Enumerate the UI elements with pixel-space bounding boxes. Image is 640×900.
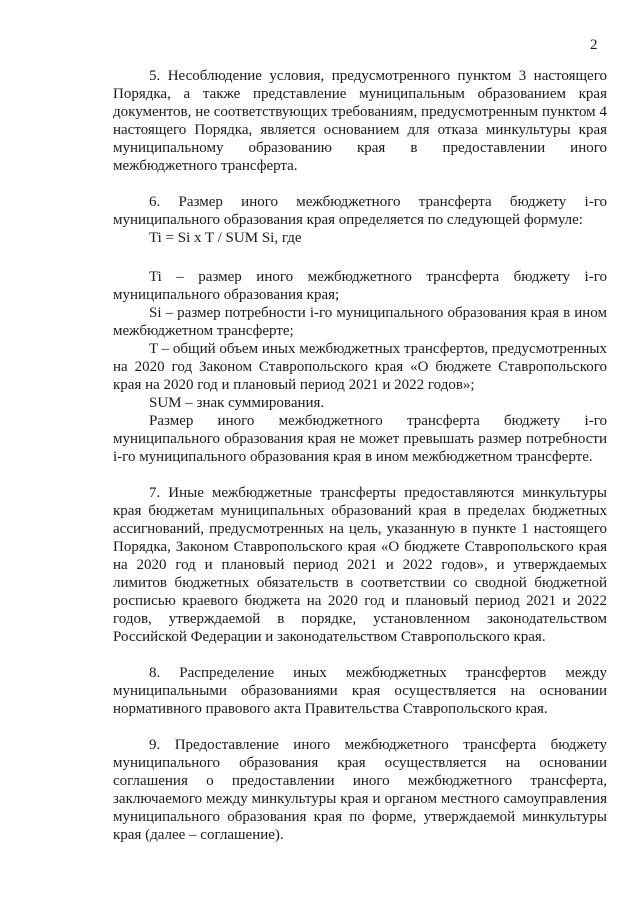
paragraph-9: 9. Предоставление иного межбюджетного трансферта бюджету муниципального образования края осуществляется на основании соглашения о предоставлении иного межбюджетного трансферта, заключаемого между минкультуры края и органом местного самоуправления муниципального образования края по форме, утверждаемой минкультуры края (далее – соглашение). [113, 737, 607, 843]
definition-si: Si – размер потребности i-го муниципального образования края в ином межбюджетном трансферте; [113, 305, 607, 339]
document-body [113, 67, 607, 844]
definition-t: T – общий объем иных межбюджетных трансфертов, предусмотренных на 2020 год Законом Ставропольского края «О бюджете Ставропольского края на 2020 год и плановый период 2021 и 2022 годов»; [113, 341, 607, 393]
paragraph-5: 5. Несоблюдение условия, предусмотренного пунктом 3 настоящего Порядка, а также представление муниципальным образованием края документов, не соответствующих требованиям, предусмотренным пунктом 4 настоящего Порядка, является основанием для отказа минкультуры края муниципальному образованию края в предоставлении иного межбюджетного трансферта. [113, 68, 607, 174]
transfer-limit-paragraph: Размер иного межбюджетного трансферта бюджету i-го муниципального образования края не может превышать размер потребности i-го муниципального образования края в ином межбюджетном трансферте. [113, 413, 607, 465]
paragraph-8: 8. Распределение иных межбюджетных трансфертов между муниципальными образованиями края осуществляется на основании нормативного правового акта Правительства Ставропольского края. [113, 665, 607, 717]
formula: Ti = Si x T / SUM Si, где [149, 230, 302, 246]
definition-sum: SUM – знак суммирования. [149, 395, 325, 411]
paragraph-6: 6. Размер иного межбюджетного трансферта бюджету i-го муниципального образования края определяется по следующей формуле: [113, 194, 607, 228]
paragraph-7: 7. Иные межбюджетные трансферты предоставляются минкультуры края бюджетам муниципальных образований края в пределах бюджетных ассигнований, предусмотренных на цель, указанную в пункте 1 настоящего Порядка, Законом Ставропольского края «О бюджете Ставропольского края на 2020 год и плановый период 2021 и 2022 годов», и утверждаемых лимитов бюджетных обязательств в соответствии со сводной бюджетной росписью краевого бюджета на 2020 год и плановый период 2021 и 2022 годов, утверждаемой в порядке, установленном законодательством Российской Федерации и законодательством Ставропольского края. [113, 485, 607, 645]
definition-ti: Ti – размер иного межбюджетного трансферта бюджету i-го муниципального образования края; [113, 269, 607, 303]
page-number: 2 [590, 37, 598, 53]
